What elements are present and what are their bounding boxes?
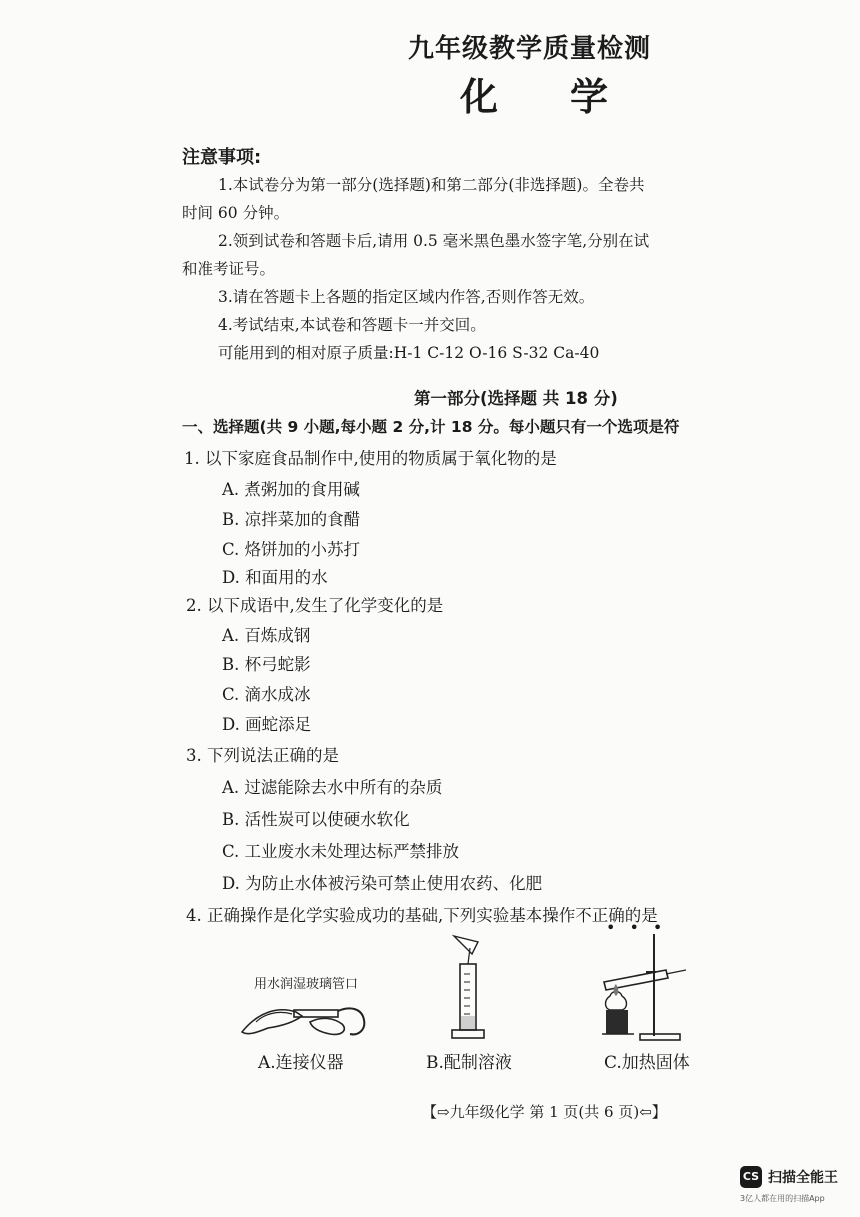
- watermark-tagline: 3亿人都在用的扫描App: [740, 1194, 825, 1203]
- notice-line: 1.本试卷分为第一部分(选择题)和第二部分(非选择题)。全卷共: [218, 176, 645, 194]
- hands-connecting-tube-figure: [238, 992, 370, 1042]
- notice-line: 和准考证号。: [182, 260, 276, 278]
- camscanner-logo-icon: CS: [740, 1166, 762, 1188]
- question-option: B. 凉拌菜加的食醋: [222, 510, 361, 529]
- part1-instruction: 一、选择题(共 9 小题,每小题 2 分,计 18 分。每小题只有一个选项是符: [182, 418, 680, 436]
- question-stem: 2. 以下成语中,发生了化学变化的是: [186, 596, 444, 615]
- question-stem: 1. 以下家庭食品制作中,使用的物质属于氧化物的是: [184, 449, 557, 468]
- part1-heading: 第一部分(选择题 共 18 分): [414, 389, 618, 408]
- notice-heading: 注意事项:: [182, 147, 262, 168]
- question-option: A. 百炼成钢: [222, 626, 311, 645]
- page-footer: 【⇨九年级化学 第 1 页(共 6 页)⇦】: [422, 1103, 667, 1121]
- notice-line: 2.领到试卷和答题卡后,请用 0.5 毫米黑色墨水签字笔,分别在试: [218, 232, 650, 250]
- question-option: C. 工业废水未处理达标严禁排放: [222, 842, 460, 861]
- question-option: A. 过滤能除去水中所有的杂质: [222, 778, 443, 797]
- question-option: B. 活性炭可以使硬水软化: [222, 810, 410, 829]
- question-stem: 3. 下列说法正确的是: [186, 746, 339, 765]
- figure-c-caption: C.加热固体: [604, 1053, 690, 1073]
- question-option: C. 烙饼加的小苏打: [222, 540, 361, 559]
- watermark-name: 扫描全能王: [768, 1170, 838, 1186]
- question-option: A. 煮粥加的食用碱: [222, 480, 360, 499]
- question-option: D. 画蛇添足: [222, 715, 312, 734]
- figure-a-label: 用水润湿玻璃管口: [254, 977, 359, 992]
- exam-title: 九年级教学质量检测: [408, 34, 652, 64]
- question-stem: 4. 正确操作是化学实验成功的基础,下列实验基本操作不正确的是: [186, 906, 658, 925]
- subject-title: 化学: [460, 75, 681, 119]
- notice-line: 时间 60 分钟。: [182, 204, 290, 222]
- question-option: C. 滴水成冰: [222, 685, 311, 704]
- notice-line: 3.请在答题卡上各题的指定区域内作答,否则作答无效。: [218, 288, 595, 306]
- emphasis-dots: •••: [606, 918, 677, 937]
- figure-b-caption: B.配制溶液: [426, 1053, 512, 1073]
- question-option: D. 为防止水体被污染可禁止使用农药、化肥: [222, 874, 543, 893]
- atomic-mass-line: 可能用到的相对原子质量:H-1 C-12 O-16 S-32 Ca-40: [218, 344, 600, 362]
- figure-a-caption: A.连接仪器: [258, 1053, 344, 1073]
- question-option: B. 杯弓蛇影: [222, 655, 311, 674]
- question-option: D. 和面用的水: [222, 568, 328, 587]
- heating-solid-figure: [596, 930, 692, 1042]
- notice-line: 4.考试结束,本试卷和答题卡一并交回。: [218, 316, 486, 334]
- graduated-cylinder-figure: [444, 934, 492, 1044]
